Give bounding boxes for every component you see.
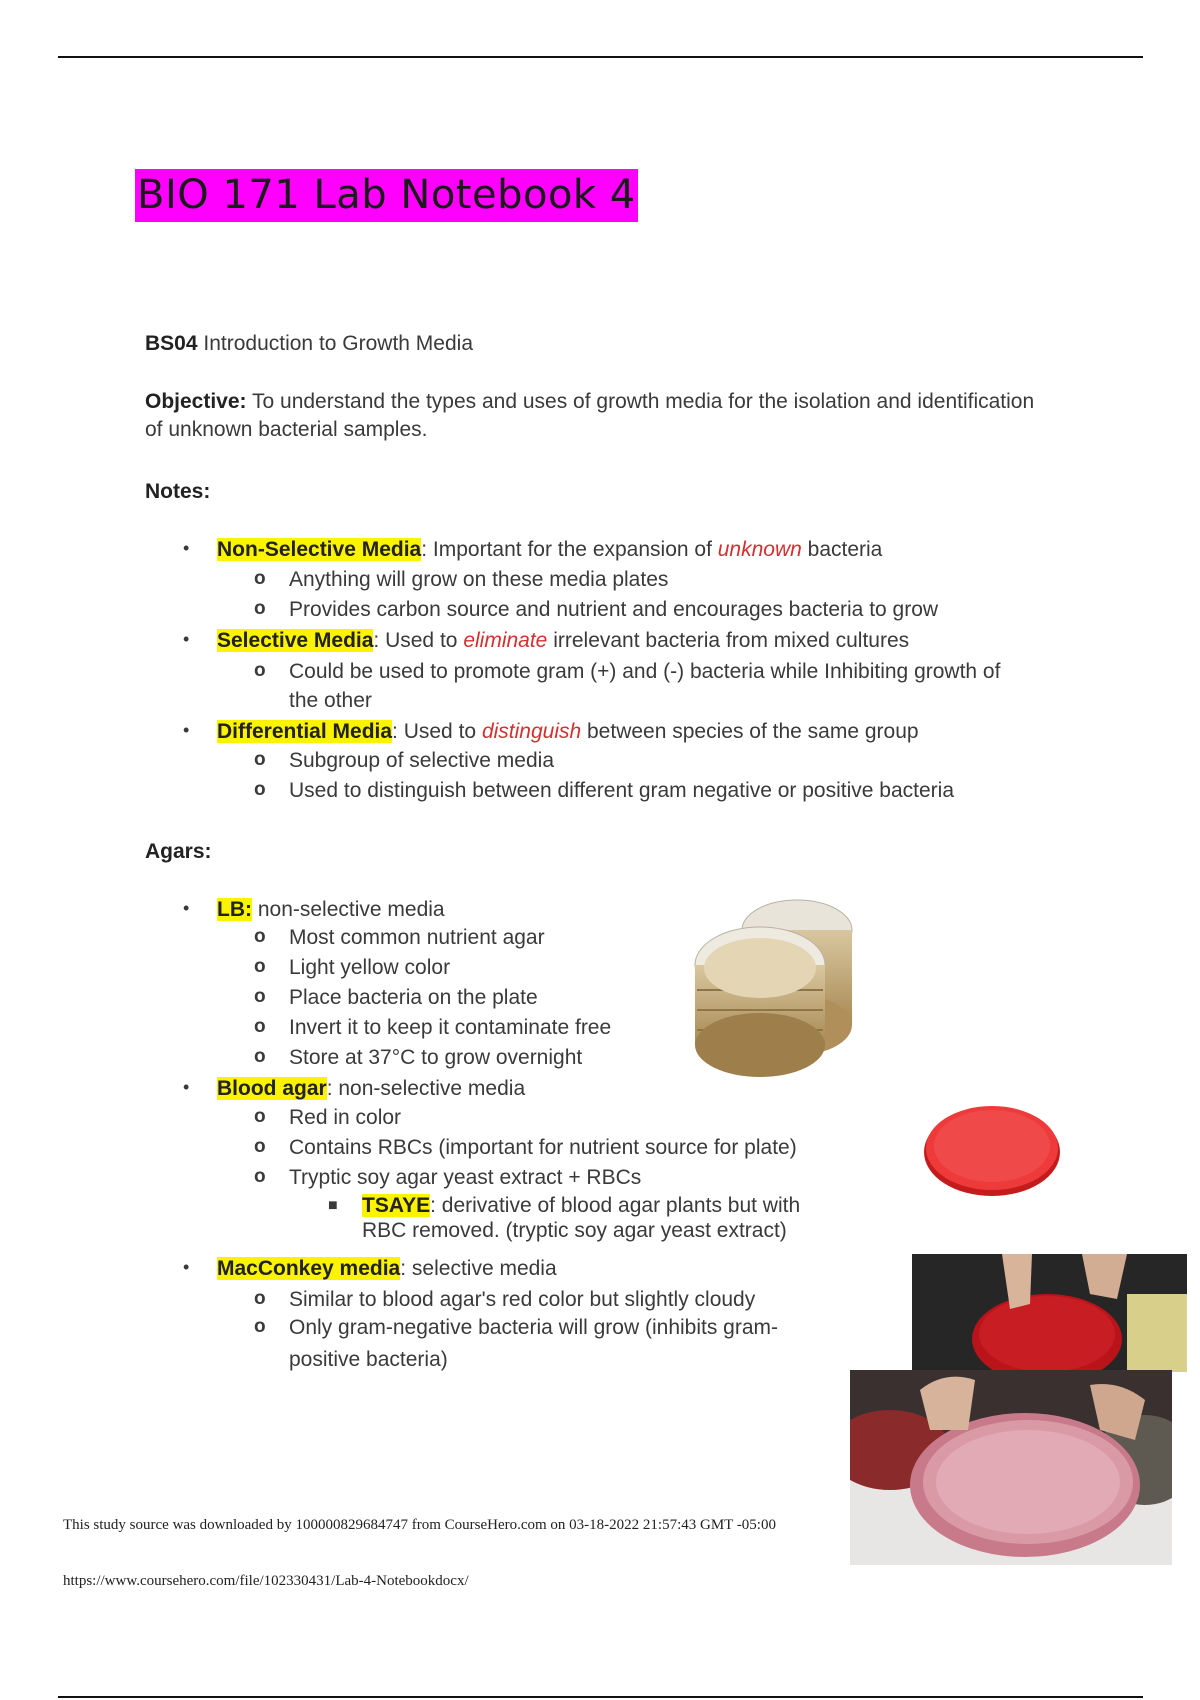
sub-bullet: o [254,1316,266,1337]
sub-bullet: o [254,1166,266,1187]
sub-bullet: o [254,598,266,619]
note-text: bacteria [801,538,883,561]
sub-item: Most common nutrient agar [289,926,545,949]
sub-item: Could be used to promote gram (+) and (-) bacteria while Inhibiting growth of [289,660,1001,683]
term-blood-agar: Blood agar [217,1077,327,1100]
objective-line-1 [145,390,1034,414]
term-selective: Selective Media [217,629,374,652]
sub-item: Tryptic soy agar yeast extract + RBCs [289,1166,642,1189]
sub-item: Red in color [289,1106,402,1129]
sub-bullet: o [254,1016,266,1037]
agar-item-macconkey [217,1257,557,1281]
agar-item-blood [217,1077,525,1101]
bullet: • [183,898,190,918]
sub-bullet: o [254,1288,266,1309]
objective-line-2: of unknown bacterial samples. [145,418,428,441]
sub-item: Similar to blood agar's red color but slightly cloudy [289,1288,756,1311]
note-text: : Important for the expansion of [421,538,718,561]
note-item-selective [217,629,909,653]
term-tsaye: TSAYE [362,1194,431,1217]
sub-bullet: o [254,1046,266,1067]
emphasis-eliminate: eliminate [463,629,548,652]
sub-item: Invert it to keep it contaminate free [289,1016,612,1039]
agar-text: : non-selective media [326,1077,526,1100]
lb-agar-plates-image [685,890,860,1080]
document-title: BIO 171 Lab Notebook 4 [135,169,638,222]
notes-heading: Notes: [145,480,211,503]
objective-text-1: To understand the types and uses of growth media for the isolation and identification [246,390,1035,413]
sub-bullet: o [254,779,266,800]
note-text: : Used to [392,720,482,743]
sub-item: Contains RBCs (important for nutrient source for plate) [289,1136,797,1159]
sub-item: Used to distinguish between different gram negative or positive bacteria [289,779,954,802]
term-macconkey: MacConkey media [217,1257,401,1280]
lab-header-text: Introduction to Growth Media [197,332,474,355]
bullet: • [183,720,190,740]
macconkey-photo-1 [912,1254,1187,1372]
sub-sub-text: : derivative of blood agar plants but with [430,1194,801,1217]
term-non-selective: Non-Selective Media [217,538,422,561]
source-url[interactable]: https://www.coursehero.com/file/102330431/Lab-4-Notebookdocx/ [63,1573,469,1589]
agar-item-lb [217,898,445,922]
emphasis-unknown: unknown [717,538,802,561]
sub-bullet: o [254,749,266,770]
sub-sub-item-tsaye [362,1194,800,1218]
term-differential: Differential Media [217,720,393,743]
agar-text: : selective media [400,1257,557,1280]
sub-item: Place bacteria on the plate [289,986,538,1009]
lab-header [145,332,473,356]
sub-item: Only gram-negative bacteria will grow (inhibits gram- [289,1316,779,1339]
agar-text: non-selective media [252,898,445,921]
lab-code: BS04 [145,332,198,355]
bottom-rule [58,1696,1143,1698]
emphasis-distinguish: distinguish [481,720,582,743]
sub-bullet: o [254,1106,266,1127]
sub-item-continued: the other [289,689,372,712]
note-item-non-selective [217,538,882,562]
term-lb: LB: [217,898,252,921]
sub-item: Provides carbon source and nutrient and encourages bacteria to grow [289,598,939,621]
sub-item: Anything will grow on these media plates [289,568,669,591]
sub-bullet: o [254,1136,266,1157]
blood-agar-plate-image [920,1100,1065,1200]
download-notice: This study source was downloaded by 100000829684747 from CourseHero.com on 03-18-2022 21:57:43 GMT -05:00 [63,1517,776,1533]
sub-bullet: o [254,986,266,1007]
macconkey-photo-2 [850,1370,1172,1565]
bullet: • [183,1257,190,1277]
sub-bullet: o [254,568,266,589]
note-text: : Used to [373,629,464,652]
note-text: irrelevant bacteria from mixed cultures [547,629,910,652]
sub-sub-item-continued: RBC removed. (tryptic soy agar yeast extract) [362,1219,787,1242]
agars-heading: Agars: [145,840,212,863]
sub-bullet: o [254,660,266,681]
top-rule [58,56,1143,58]
bullet: • [183,1077,190,1097]
objective-label: Objective: [145,390,247,413]
bullet: • [183,538,190,558]
square-bullet: ■ [328,1197,338,1214]
sub-item-continued: positive bacteria) [289,1348,448,1371]
note-item-differential [217,720,919,744]
sub-item: Light yellow color [289,956,451,979]
sub-bullet: o [254,956,266,977]
bullet: • [183,629,190,649]
sub-item: Subgroup of selective media [289,749,554,772]
sub-item: Store at 37°C to grow overnight [289,1046,583,1069]
note-text: between species of the same group [581,720,919,743]
sub-bullet: o [254,926,266,947]
